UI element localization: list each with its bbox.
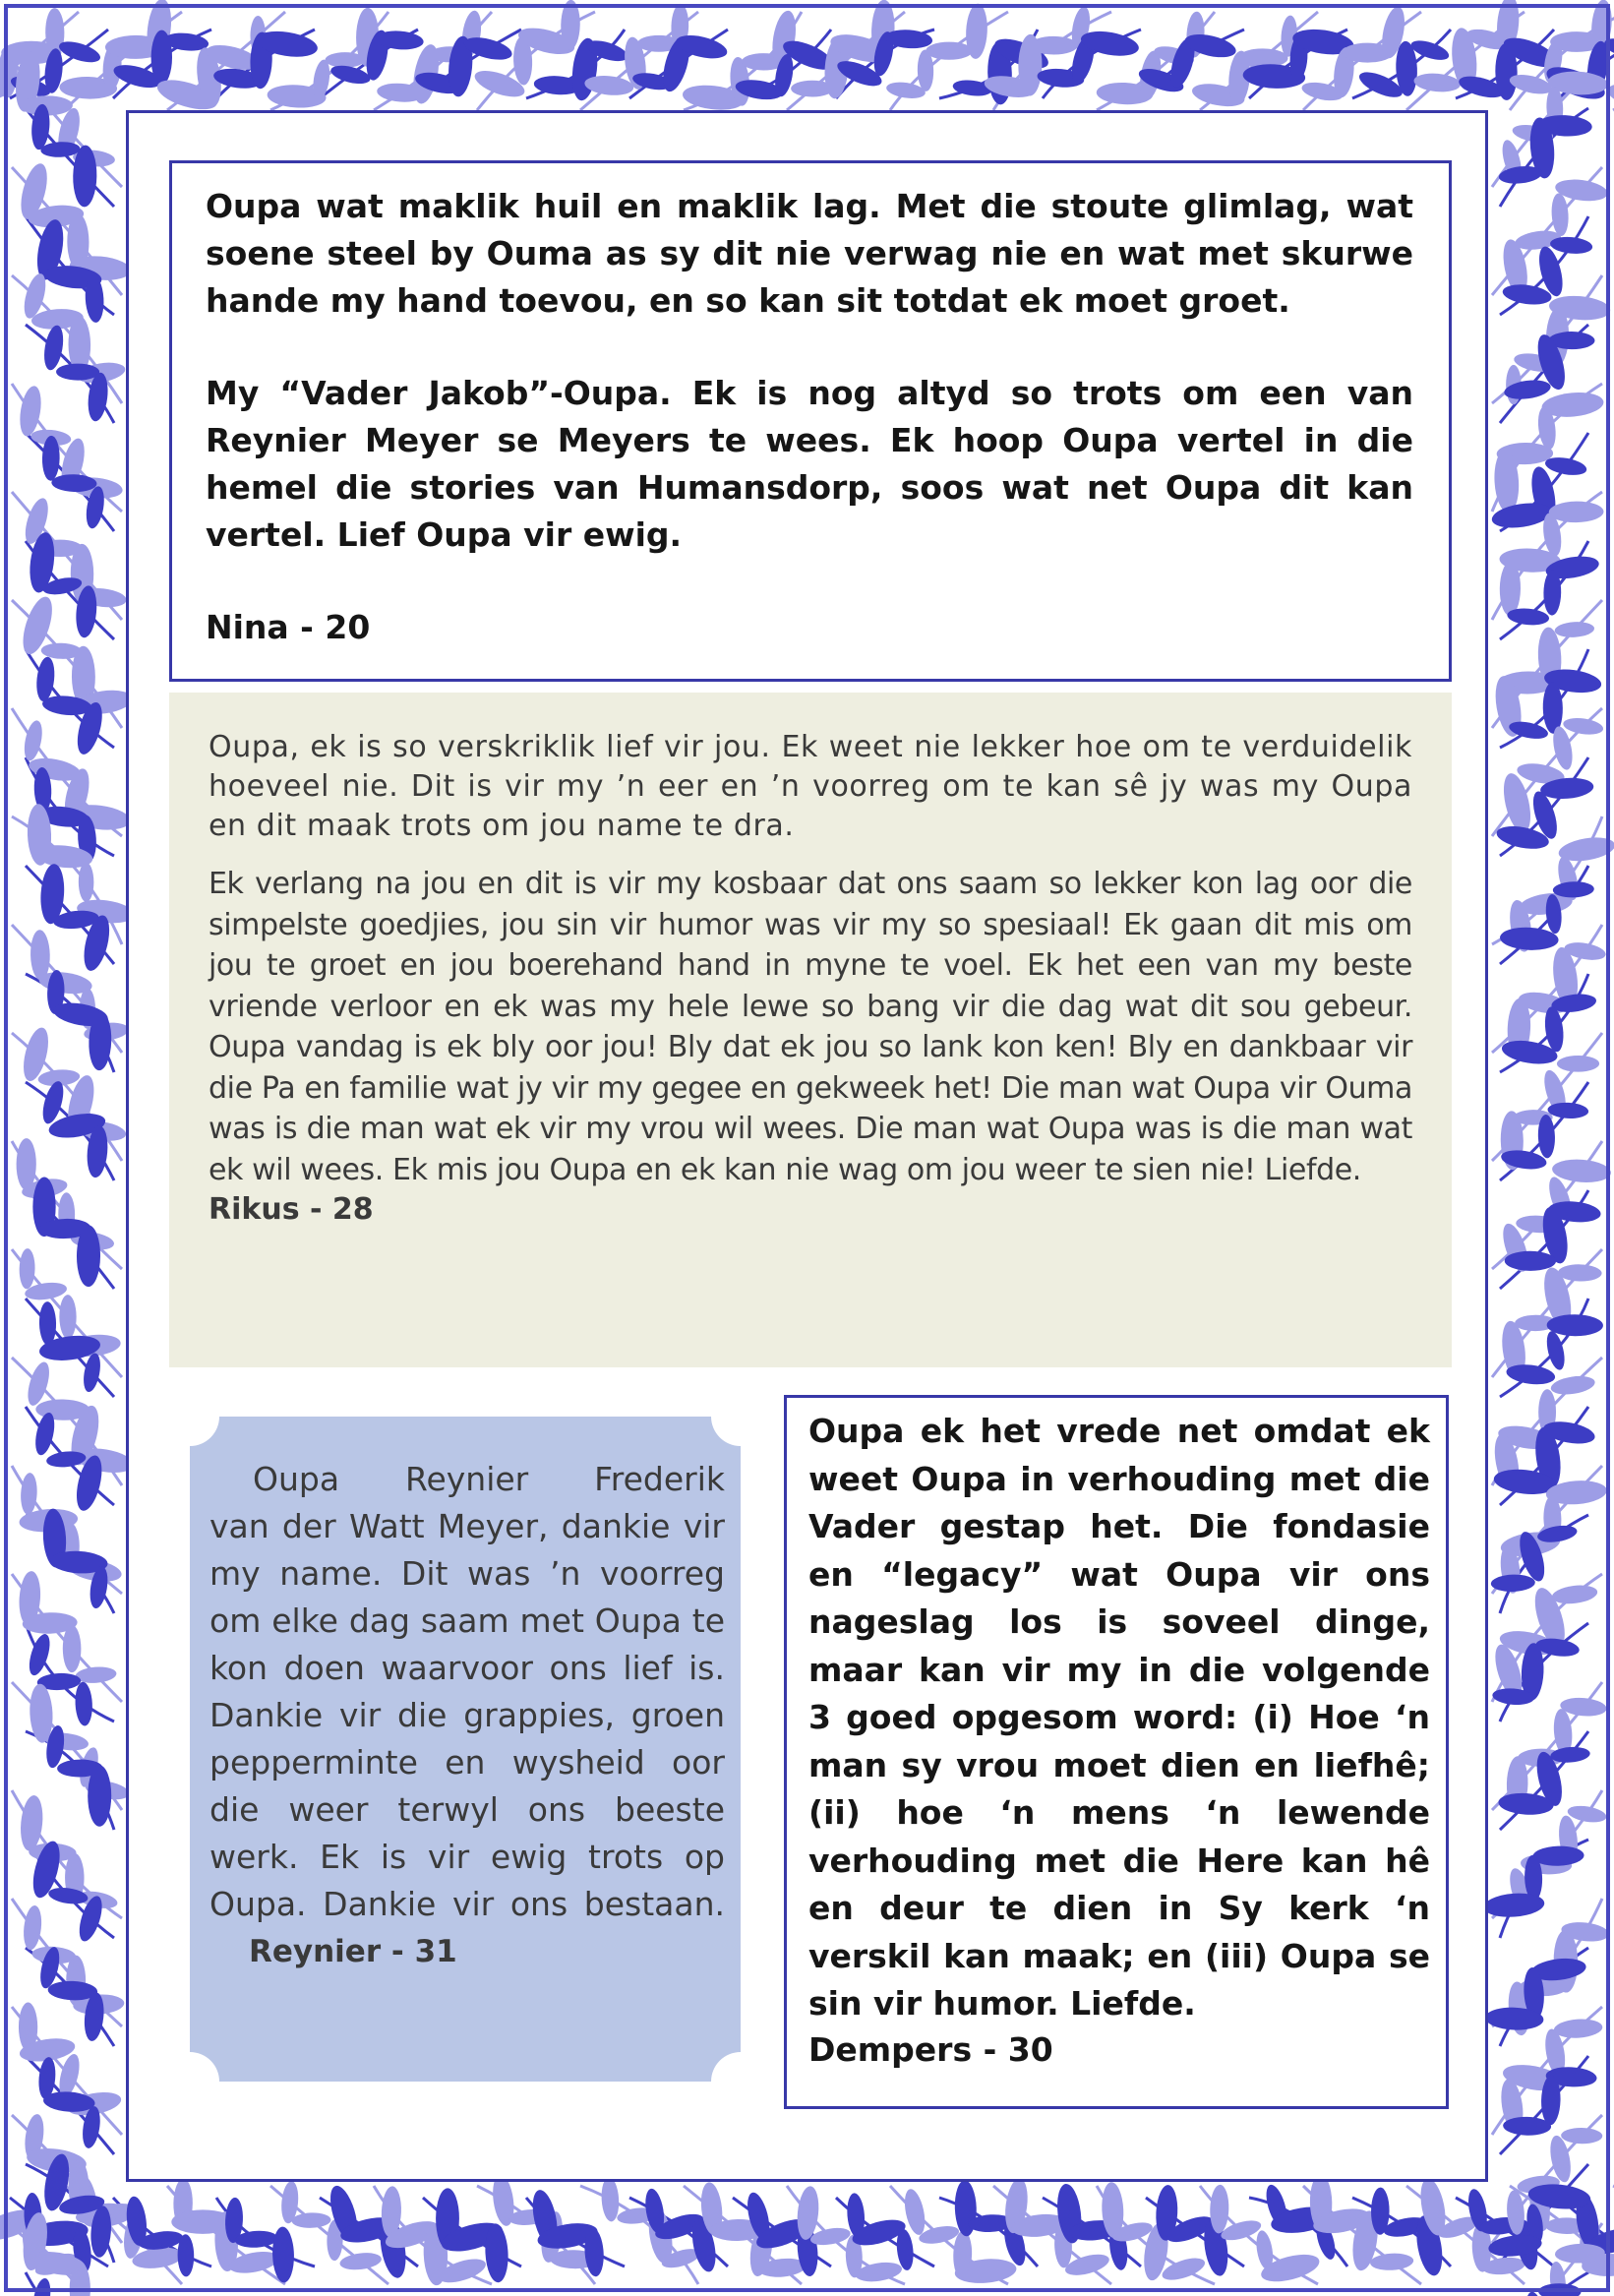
tribute-rikus [169, 693, 1452, 1367]
rikus-paragraph-1: Oupa, ek is so verskriklik lief vir jou. Ek weet nie lekker hoe om te verduidelik hoeveel nie. Dit is vir my ’n eer en ’n voorreg om te kan sê jy was my Oupa en dit maak trots om jou name te dra. [209, 730, 1412, 843]
leaf-icon [88, 1765, 111, 1826]
rikus-paragraph-2: Ek verlang na jou en dit is vir my kosbaar dat ons saam so lekker kon lag oor die simpelste goedjies, jou sin vir humor was vir my so spesiaal! Ek gaan dit mis om jou te groet en jou boerehand hand in myne te voel. Ek het een van my beste vriende verloor en ek was my hele lewe so bang vir die dag wat dit sou gebeur. Oupa vandag is ek bly oor jou! Bly dat ek jou so lank kon ken! Bly en dankbaar vir die Pa en familie wat jy vir my gegee en gekweek het! Die man wat Oupa vir Ouma was is die man wat ek vir my vrou wil wees. Die man wat Oupa was is die man wat ek wil wees. Ek mis jou Oupa en ek kan nie wag om jou weer te sien nie! Liefde. [209, 867, 1412, 1187]
leaf-icon [1557, 1056, 1599, 1072]
reynier-paragraph: van der Watt Meyer, dankie vir my name. Dit was ’n voorreg om elke dag saam met Oupa te kon doen waarvoor ons lief is. Dankie vir die grappies, groen pepperminte en wysheid oor die weer terwyl ons beeste werk. Ek is vir ewig trots op Oupa. Dankie vir ons bestaan. [209, 1507, 725, 1923]
nina-paragraph-2: My “Vader Jakob”-Oupa. Ek is nog altyd so trots om een van Reynier Meyer se Meyers te wees. Ek hoop Oupa vertel in die hemel die stories van Humansdorp, soos wat net Oupa dit kan vertel. Lief Oupa vir ewig. [206, 374, 1413, 554]
leaf-icon [1030, 36, 1078, 55]
tribute-nina [169, 160, 1452, 682]
dempers-paragraph: Oupa ek het vrede net omdat ek weet Oupa in verhouding met die Vader gestap het. Die fondasie en “legacy” wat Oupa vir ons nageslag los is soveel dinge, maar kan vir my in die volgende 3 goed opgesom word: (i) Hoe ‘n man sy vrou moet dien en liefhê; (ii) hoe ‘n mens ‘n lewende verhouding met die Here kan hê en deur te dien in Sy kerk ‘n verskil kan maak; en (iii) Oupa se sin vir humor. Liefde. [808, 1412, 1430, 2023]
nina-paragraph-1: Oupa wat maklik huil en maklik lag. Met die stoute glimlag, wat soene steel by Ouma as sy dit nie verwag nie en wat met skurwe hande my hand toevou, en so kan sit totdat ek moet groet. [206, 187, 1413, 320]
tribute-reynier [190, 1417, 741, 2082]
rikus-signature: Rikus - 28 [209, 1192, 374, 1227]
reynier-line-1: Oupa Reynier Frederik [253, 1460, 725, 1498]
leaf-icon [926, 42, 972, 60]
dempers-signature: Dempers - 30 [808, 2029, 1053, 2069]
tribute-dempers [784, 1395, 1449, 2109]
leaf-icon [56, 364, 99, 381]
reynier-signature: Reynier - 31 [249, 1934, 457, 1969]
nina-signature: Nina - 20 [206, 608, 371, 646]
